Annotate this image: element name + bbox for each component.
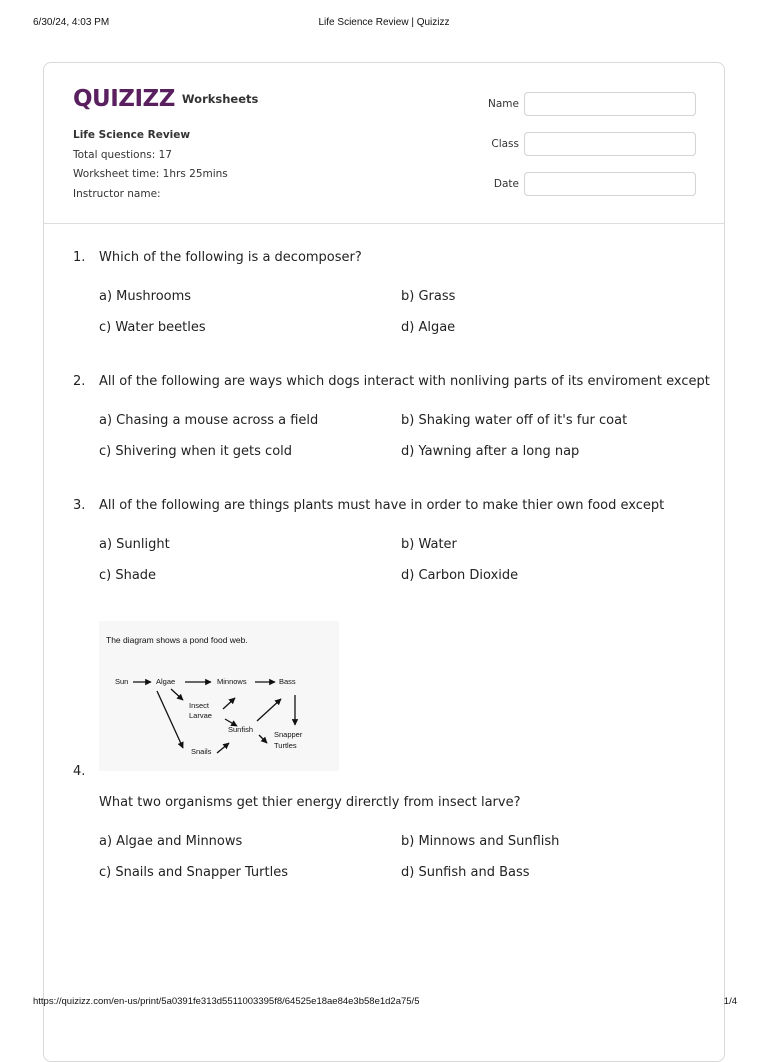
name-label: Name bbox=[488, 98, 519, 110]
worksheet-meta bbox=[73, 126, 228, 204]
name-field[interactable] bbox=[524, 92, 696, 116]
option-c: c) Shade bbox=[99, 568, 157, 583]
print-header bbox=[0, 17, 768, 33]
class-field[interactable] bbox=[524, 132, 696, 156]
name-row bbox=[474, 92, 725, 116]
worksheet-header bbox=[44, 63, 724, 224]
page-indicator: 1/4 bbox=[723, 996, 737, 1007]
option-a: a) Algae and Minnows bbox=[99, 834, 243, 849]
question-text: All of the following are things plants must have in order to make thier own food except bbox=[99, 498, 665, 513]
worksheet-card bbox=[43, 62, 725, 1062]
question-number: 3. bbox=[73, 498, 86, 513]
worksheet-time: Worksheet time: 1hrs 25mins bbox=[73, 168, 228, 180]
question-text: What two organisms get thier energy direrctly from insect larve? bbox=[99, 795, 521, 810]
print-page-title: Life Science Review | Quizizz bbox=[318, 17, 450, 28]
node-sunfish: Sunfish bbox=[228, 725, 254, 734]
node-turtles: Turtles bbox=[274, 741, 297, 750]
class-label: Class bbox=[491, 138, 519, 150]
worksheet-title: Life Science Review bbox=[73, 129, 191, 141]
pond-food-web-diagram bbox=[99, 621, 339, 771]
node-bass: Bass bbox=[279, 677, 296, 686]
option-d: d) Algae bbox=[401, 320, 456, 335]
option-b: b) Water bbox=[401, 537, 457, 552]
node-sun: Sun bbox=[115, 677, 129, 686]
option-d: d) Sunfish and Bass bbox=[401, 865, 530, 880]
option-a: a) Sunlight bbox=[99, 537, 170, 552]
diagram-caption: The diagram shows a pond food web. bbox=[106, 635, 248, 645]
print-url: https://quizizz.com/en-us/print/5a0391fe313d5511003395f8/64525e18ae84e3b58e1d2a75/5 bbox=[33, 996, 420, 1007]
node-snapper: Snapper bbox=[274, 730, 303, 739]
question-number: 2. bbox=[73, 374, 86, 389]
option-a: a) Mushrooms bbox=[99, 289, 192, 304]
question-number: 4. bbox=[73, 764, 86, 779]
option-b: b) Shaking water off of it's fur coat bbox=[401, 413, 628, 428]
print-footer bbox=[0, 996, 768, 1010]
question-number: 1. bbox=[73, 250, 86, 265]
option-c: c) Water beetles bbox=[99, 320, 206, 335]
node-larvae: Larvae bbox=[189, 711, 212, 720]
date-field[interactable] bbox=[524, 172, 696, 196]
option-b: b) Grass bbox=[401, 289, 456, 304]
quizizz-logo bbox=[73, 84, 258, 114]
class-row bbox=[474, 132, 725, 156]
date-row bbox=[474, 172, 725, 196]
option-c: c) Shivering when it gets cold bbox=[99, 444, 293, 459]
option-c: c) Snails and Snapper Turtles bbox=[99, 865, 288, 880]
question-text: All of the following are ways which dogs interact with nonliving parts of its enviroment except bbox=[99, 374, 710, 389]
option-d: d) Yawning after a long nap bbox=[401, 444, 580, 459]
node-snails: Snails bbox=[191, 747, 212, 756]
total-questions: Total questions: 17 bbox=[73, 148, 172, 161]
option-d: d) Carbon Dioxide bbox=[401, 568, 519, 583]
logo-section: Worksheets bbox=[181, 92, 259, 106]
node-algae: Algae bbox=[156, 677, 176, 686]
option-b: b) Minnows and Sunflish bbox=[401, 834, 560, 849]
print-timestamp: 6/30/24, 4:03 PM bbox=[33, 17, 110, 28]
logo-brand: QUIZIZZ bbox=[73, 86, 175, 112]
node-minnows: Minnows bbox=[217, 677, 247, 686]
question-text: Which of the following is a decomposer? bbox=[99, 250, 362, 265]
node-insect: Insect bbox=[189, 701, 210, 710]
instructor-name: Instructor name: bbox=[73, 187, 161, 200]
date-label: Date bbox=[493, 178, 519, 190]
option-a: a) Chasing a mouse across a field bbox=[99, 413, 319, 428]
